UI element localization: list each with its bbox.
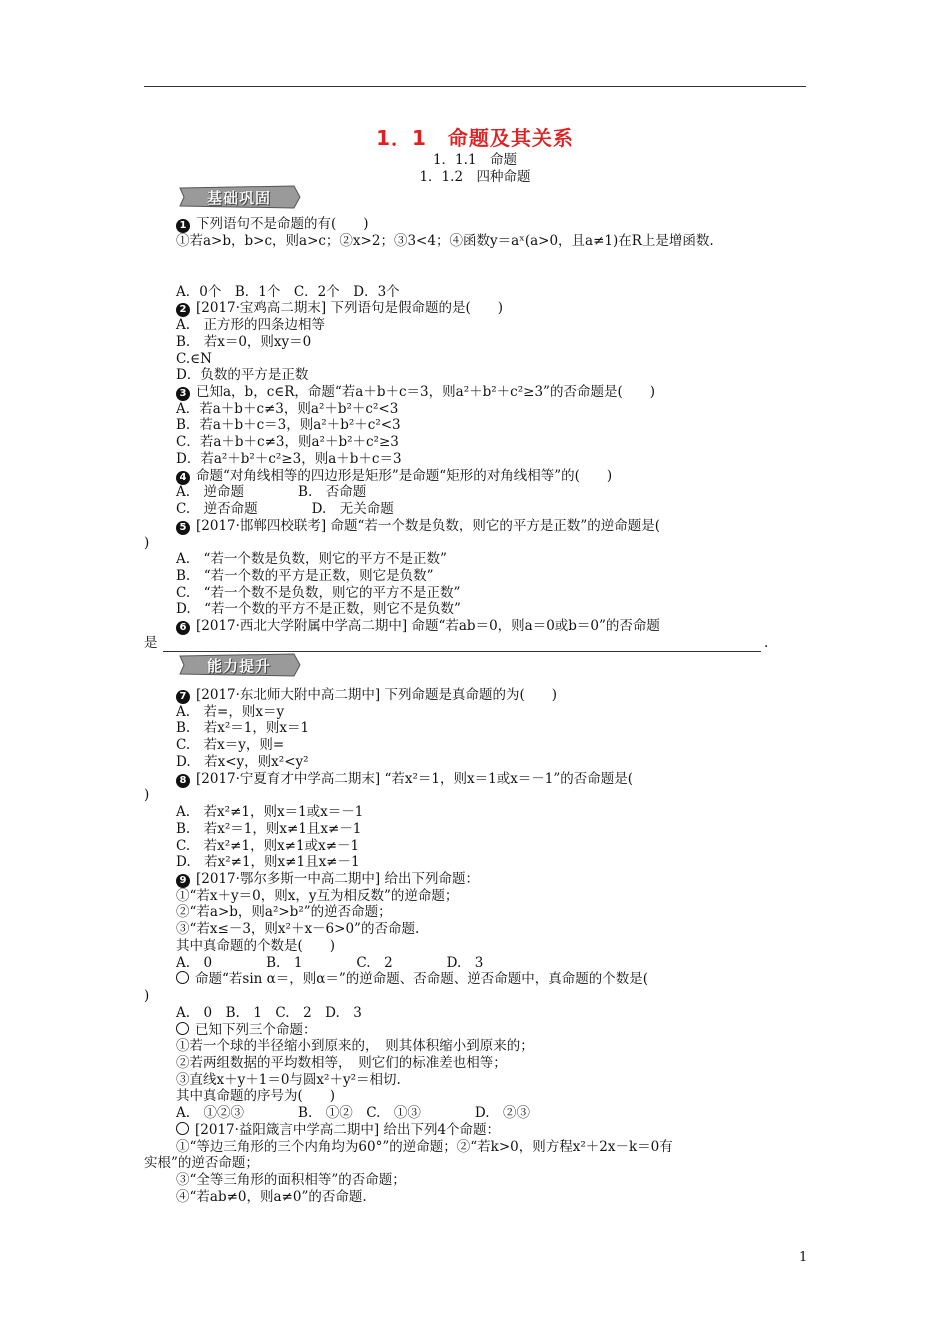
page-number: 1	[799, 1250, 808, 1265]
subtitle-2: 1．1.2 四种命题	[419, 169, 531, 185]
q11-item-2: ②若两组数据的平均数相等， 则它们的标准差也相等；	[176, 1055, 507, 1071]
q7-stem: 7 [2017·东北师大附中高二期中] 下列命题是真命题的为( )	[176, 687, 557, 704]
question-marker: 3	[176, 387, 190, 401]
q9-question: 其中真命题的个数是( )	[176, 938, 336, 954]
banner-improve-label: 能力提升	[206, 657, 271, 675]
banner-basic-label: 基础巩固	[206, 189, 271, 207]
subtitle-1: 1．1.1 命题	[432, 152, 518, 168]
q3-option-b: B．若a＋b＋c＝3，则a²＋b²＋c²<3	[176, 417, 401, 433]
q3-option-c: C．若a＋b＋c≠3，则a²＋b²＋c²≥3	[176, 434, 399, 450]
q8-stem-cont: )	[144, 787, 150, 803]
question-marker: 2	[176, 303, 190, 317]
q10-stem: 命题“若sin α＝，则α＝”的逆命题、否命题、逆否命题中，真命题的个数是(	[176, 971, 648, 987]
q1-options: A．0个 B．1个 C．2个 D．3个	[176, 284, 400, 300]
q8-stem: 8 [2017·宁夏育才中学高二期末] “若x²＝1，则x＝1或x＝－1”的否命题是(	[176, 771, 633, 788]
q9-item-2: ②“若a>b，则a²>b²”的逆否命题；	[176, 904, 392, 920]
q12-item-1-cont: 实根”的逆否命题；	[144, 1155, 259, 1171]
page-title: 1．1 命题及其关系	[376, 126, 574, 150]
banner-improve	[176, 652, 302, 678]
q6-period: .	[764, 635, 769, 651]
question-marker: 9	[176, 874, 190, 888]
question-marker-icon	[176, 1122, 189, 1135]
q7-option-a: A. 若=，则x＝y	[176, 704, 285, 720]
q11-item-3: ③直线x＋y＋1＝0与圆x²＋y²＝相切.	[176, 1072, 401, 1088]
q2-option-b: B. 若x＝0，则xy＝0	[176, 334, 312, 350]
q4-options-cd: C. 逆否命题 D. 无关命题	[176, 501, 394, 517]
q2-option-a: A. 正方形的四条边相等	[176, 317, 326, 333]
q1-statements: ①若a>b，b>c，则a>c；②x>2；③3<4；④函数y＝aˣ(a>0，且a≠1)在R上是增函数.	[176, 233, 714, 249]
q5-option-a: A. “若一个数是负数，则它的平方不是正数”	[176, 551, 447, 567]
q8-option-b: B. 若x²＝1，则x≠1且x≠－1	[176, 821, 362, 837]
q8-option-d: D. 若x²≠1，则x≠1且x≠－1	[176, 854, 360, 870]
q8-option-a: A. 若x²≠1，则x＝1或x＝－1	[176, 804, 364, 820]
q2-option-c: C.∈N	[176, 351, 212, 367]
q5-option-b: B. “若一个数的平方是正数，则它是负数”	[176, 568, 434, 584]
q6-stem-cont: 是	[144, 635, 158, 651]
q12-item-4: ④“若ab≠0，则a≠0”的否命题.	[176, 1189, 367, 1205]
q2-option-d: D．负数的平方是正数	[176, 367, 309, 383]
q11-item-1: ①若一个球的半径缩小到原来的， 则其体积缩小到原来的；	[176, 1038, 534, 1054]
q5-stem: 5 [2017·邯郸四校联考] 命题“若一个数是负数，则它的平方是正数”的逆命题是(	[176, 518, 660, 535]
question-marker: 8	[176, 774, 190, 788]
q7-option-b: B. 若x²＝1，则x＝1	[176, 720, 310, 736]
question-marker: 7	[176, 690, 190, 704]
q11-question: 其中真命题的序号为( )	[176, 1088, 336, 1104]
question-marker: 5	[176, 521, 190, 535]
q3-option-a: A．若a＋b＋c≠3，则a²＋b²＋c²<3	[176, 401, 399, 417]
question-marker-icon	[176, 971, 189, 984]
q9-stem: 9 [2017·鄂尔多斯一中高二期中] 给出下列命题：	[176, 871, 479, 888]
q4-options-ab: A. 逆命题 B. 否命题	[176, 484, 367, 500]
question-marker: 1	[176, 219, 190, 233]
banner-basic	[176, 184, 302, 210]
q10-options: A. 0 B. 1 C. 2 D. 3	[176, 1005, 362, 1021]
q5-option-c: C. “若一个数不是负数，则它的平方不是正数”	[176, 585, 461, 601]
q3-stem: 3 已知a，b，c∈R，命题“若a＋b＋c＝3，则a²＋b²＋c²≥3”的否命题是( )	[176, 384, 655, 401]
q3-option-d: D．若a²＋b²＋c²≥3，则a＋b＋c＝3	[176, 451, 402, 467]
q12-item-3: ③“全等三角形的面积相等”的否命题；	[176, 1172, 406, 1188]
q9-item-1: ①“若x＋y＝0，则x，y互为相反数”的逆命题；	[176, 888, 459, 904]
question-marker-icon	[176, 1022, 189, 1035]
q8-option-c: C. 若x²≠1，则x≠1或x≠－1	[176, 838, 360, 854]
q7-option-d: D. 若x<y，则x²<y²	[176, 754, 309, 770]
q10-stem-cont: )	[144, 988, 150, 1004]
q12-item-1: ①“等边三角形的三个内角均为60°”的逆命题；②“若k>0，则方程x²＋2x－k＝0有	[176, 1139, 673, 1155]
q1-stem: 1 下列语句不是命题的有( )	[176, 216, 369, 233]
q9-item-3: ③“若x≤－3，则x²＋x－6>0”的否命题.	[176, 921, 420, 937]
q11-options: A. ①②③ B. ①② C. ①③ D. ②③	[176, 1105, 531, 1121]
q12-stem: [2017·益阳箴言中学高二期中] 给出下列4个命题：	[176, 1122, 500, 1138]
q5-option-d: D. “若一个数的平方不是正数，则它不是负数”	[176, 601, 461, 617]
q7-option-c: C. 若x＝y，则=	[176, 737, 285, 753]
question-marker: 4	[176, 471, 190, 485]
q11-stem: 已知下列三个命题：	[176, 1022, 317, 1038]
top-rule	[144, 86, 806, 87]
q9-options: A. 0 B. 1 C. 2 D. 3	[176, 955, 484, 971]
q5-stem-cont: )	[144, 535, 150, 551]
q6-stem: 6 [2017·西北大学附属中学高二期中] 命题“若ab＝0，则a＝0或b＝0”的否命题	[176, 618, 660, 635]
question-marker: 6	[176, 621, 190, 635]
q4-stem: 4 命题“对角线相等的四边形是矩形”是命题“矩形的对角线相等”的( )	[176, 468, 612, 485]
q2-stem: 2 [2017·宝鸡高二期末] 下列语句是假命题的是( )	[176, 300, 503, 317]
